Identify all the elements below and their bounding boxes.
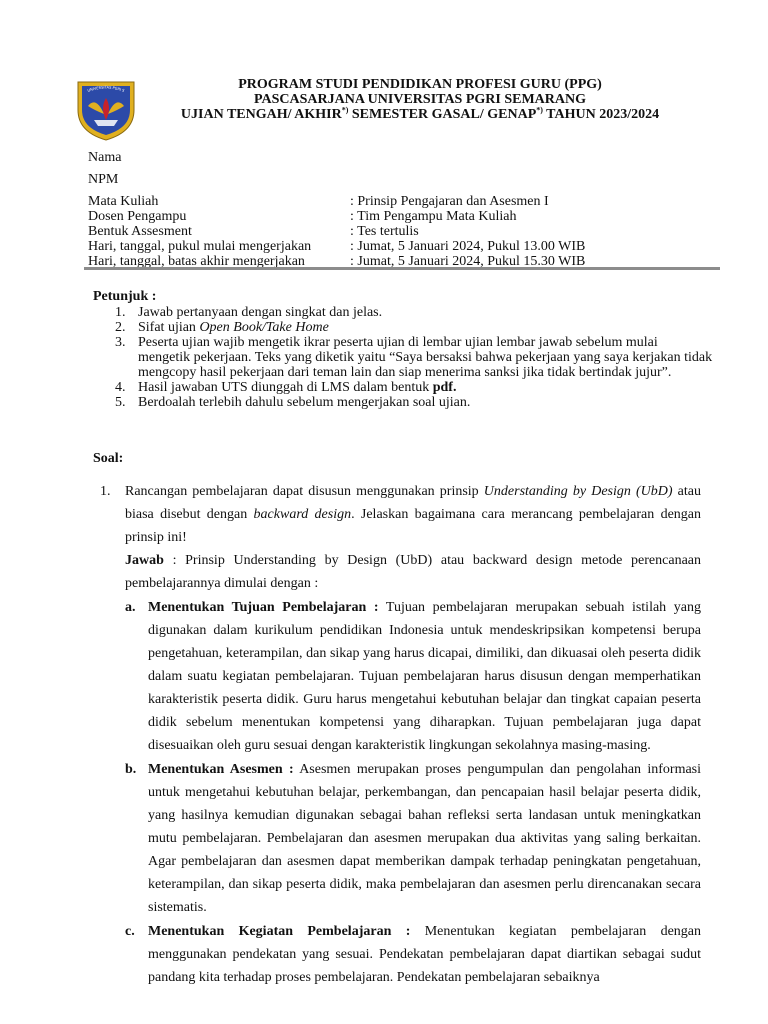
list-item: [93, 335, 713, 380]
university-crest-icon: [78, 82, 134, 140]
answer-point-title: Menentukan Tujuan Pembelajaran :: [148, 600, 379, 615]
info-row: [88, 224, 688, 239]
answer-label: Jawab: [125, 553, 164, 568]
header-exam: [140, 107, 700, 122]
info-value: : Prinsip Pengajaran dan Asesmen I: [350, 194, 549, 209]
exam-info: [88, 150, 688, 269]
header-exam-sup1: *): [341, 105, 349, 115]
list-number: 5.: [115, 395, 126, 410]
soal-title: Soal:: [93, 451, 124, 466]
question-text-d: backward design: [253, 507, 352, 522]
answer-point-title: Menentukan Asesmen :: [148, 762, 294, 777]
instructions-list: [93, 305, 713, 410]
list-item: [93, 395, 713, 410]
instructions-title: Petunjuk :: [93, 289, 157, 304]
university-logo: [74, 76, 138, 142]
info-value: : Jumat, 5 Januari 2024, Pukul 15.30 WIB: [350, 254, 586, 269]
list-number: 1.: [115, 305, 126, 320]
nama-label: Nama: [88, 150, 122, 165]
answer-text: : Prinsip Understanding by Design (UbD) atau backward design metode perencanaan pembelajarannya dimulai dengan :: [125, 553, 701, 591]
list-number: 4.: [115, 380, 126, 395]
instructions: [93, 289, 713, 410]
question-text-a: Rancangan pembelajaran dapat disusun menggunakan prinsip: [125, 484, 484, 499]
answer-point-letter: b.: [125, 762, 137, 777]
list-text: Sifat ujian: [138, 320, 200, 335]
header-exam-c: TAHUN 2023/2024: [542, 107, 660, 122]
info-row-nama: [88, 150, 688, 172]
list-item: [93, 320, 713, 335]
list-item: [93, 305, 713, 320]
header-exam-a: UJIAN TENGAH/ AKHIR: [180, 107, 342, 122]
info-label: Mata Kuliah: [88, 194, 159, 209]
npm-label: NPM: [88, 172, 119, 187]
question-text-e: . Jelaskan bagaimana cara merancang pembelajaran dengan prinsip ini!: [125, 507, 701, 545]
list-number: 3.: [115, 335, 126, 350]
question-text-c: atau biasa disebut dengan: [125, 484, 701, 522]
info-label: Hari, tanggal, pukul mulai mengerjakan: [88, 239, 312, 254]
question-body: [125, 480, 701, 989]
answer-point: [125, 920, 701, 989]
list-text: Hasil jawaban UTS diunggah di LMS dalam bentuk: [138, 380, 433, 395]
info-label: Bentuk Assesment: [88, 224, 192, 239]
answer-point-text: Asesmen merupakan proses pengumpulan dan pengolahan informasi untuk mengetahui kebutuhan belajar, perkembangan, dan pencapaian hasil belajar peserta didik, yang hasilnya kemudian digunakan sebagai bahan refleksi serta landasan untuk meningkatkan mutu pembelajaran. Pembelajaran dan asesmen merupakan dua aktivitas yang saling berkaitan. Agar pembelajaran dan asesmen dapat memberikan dampak terhadap peningkatan pengetahuan, keterampilan, dan sikap peserta didik, maka pembelajaran dan asesmen perlu direncanakan secara sistematis.: [148, 762, 702, 915]
list-number: 2.: [115, 320, 126, 335]
question-number: 1.: [100, 484, 111, 499]
answer-point-letter: c.: [125, 924, 135, 939]
question-1: [100, 480, 701, 989]
info-value: : Jumat, 5 Januari 2024, Pukul 13.00 WIB: [350, 239, 586, 254]
document-header: [140, 77, 700, 122]
question-text-b: Understanding by Design (UbD): [483, 484, 673, 499]
info-row-npm: [88, 172, 688, 194]
list-text-bold: pdf.: [432, 380, 457, 395]
list-text: Jawab pertanyaan dengan singkat dan jelas.: [138, 305, 383, 320]
answer-point-title: Menentukan Kegiatan Pembelajaran :: [148, 924, 411, 939]
list-text-italic: Open Book/Take Home: [199, 320, 329, 335]
info-label: Hari, tanggal, batas akhir mengerjakan: [88, 254, 305, 269]
answer-point: [125, 758, 701, 919]
answer-point-text: Tujuan pembelajaran merupakan sebuah istilah yang digunakan dalam kurikulum pendidikan Indonesia untuk mendeskripsikan kompetensi berupa pengetahuan, keterampilan, dan sikap yang harus dicapai, dimiliki, dan dikuasai oleh peserta didik dalam suatu kegiatan pembelajaran. Tujuan pembelajaran harus disusun dengan memperhatikan karakteristik peserta didik. Guru harus mengetahui kebutuhan belajar dan tingkat capaian peserta didik sebelum menentukan kompetensi yang diharapkan. Tujuan pembelajaran juga dapat disesuaikan oleh guru sesuai dengan karakteristik lingkungan sekolahnya masing-masing.: [148, 600, 701, 753]
header-program: PROGRAM STUDI PENDIDIKAN PROFESI GURU (PPG): [238, 77, 602, 92]
list-text: Peserta ujian wajib mengetik ikrar peserta ujian di lembar ujian lembar jawab sebelum mulai mengetik pekerjaan. Teks yang diketik yaitu “Saya bersaksi bahwa pekerjaan yang saya kerjakan tidak mengcopy hasil pekerjaan dari teman lain dan siap menerima sanksi jika tidak bertindak jujur”.: [138, 335, 713, 380]
header-exam-sup2: *): [536, 105, 543, 115]
divider: [84, 267, 720, 270]
answer-intro: [125, 549, 701, 595]
answer-point-letter: a.: [125, 600, 136, 615]
info-row: [88, 194, 688, 209]
header-university: PASCASARJANA UNIVERSITAS PGRI SEMARANG: [253, 92, 587, 107]
info-value: : Tes tertulis: [350, 224, 419, 239]
logo-text: UNIVERSITAS PGRI S: [87, 85, 125, 93]
list-text: Berdoalah terlebih dahulu sebelum mengerjakan soal ujian.: [138, 395, 471, 410]
info-value: : Tim Pengampu Mata Kuliah: [350, 209, 517, 224]
info-row: [88, 239, 688, 254]
answer-point-text: Menentukan kegiatan pembelajaran dengan menggunakan pendekatan yang sesuai. Pendekatan pembelajaran dapat diartikan sebagai sudut pandang kita terhadap proses pembelajaran. Pendekatan pembelajaran sebaiknya: [148, 924, 701, 985]
list-item: [93, 380, 713, 395]
answer-point: [125, 596, 701, 757]
info-label: Dosen Pengampu: [88, 209, 187, 224]
question-text: [125, 480, 701, 549]
header-exam-b: SEMESTER GASAL/ GENAP: [348, 107, 537, 122]
info-row: [88, 209, 688, 224]
